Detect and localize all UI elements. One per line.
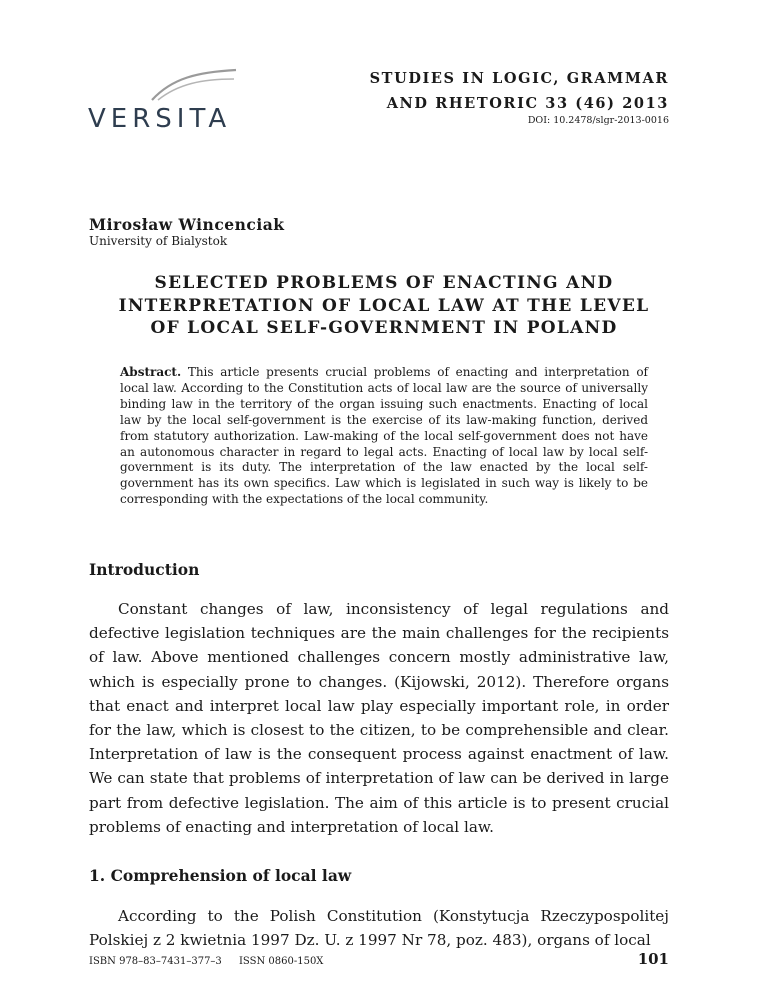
paper-title [60, 272, 708, 340]
introduction-paragraph: Constant changes of law, inconsistency of legal regulations and defective legislation techniques are the main challenges for the recipients of law. Above mentioned challenges concern mostly administrative law, which is especially prone to changes. (Kijowski, 2012). Therefore organs that enact and interpret local law play especially important role, in order for the law, which is closest to the citizen, to be comprehensible and clear. Interpretation of law is the consequent process against enactment of law. We can state that problems of interpretation of law can be derived in large part from defective legislation. The aim of this article is to present crucial problems of enacting and interpretation of local law. [89, 600, 669, 836]
abstract-text: This article presents crucial problems of enacting and interpretation of local law. According to the Constitution acts of local law are the source of universally binding law in the territory of the organ issuing such enactments. Enacting of local law by the local self-government is the exercise of its law-making function, derived from statutory authorization. Law-making of the local self-government does not have an autonomous character in regard to legal acts. Enacting of local law by local self-government is its duty. The interpretation of the law enacted by the local self-government has its own specifics. Law which is legislated in such way is likely to be corresponding with the expectations of the local community. [120, 365, 648, 507]
author-affiliation: University of Bialystok [89, 234, 228, 248]
section-heading-introduction: Introduction [89, 560, 200, 579]
journal-line-2: AND RHETORIC 33 (46) 2013 [386, 95, 669, 112]
page-number: 101 [637, 950, 669, 968]
isbn: ISBN 978–83–7431–377–3 [89, 956, 222, 967]
swoosh-icon [150, 66, 240, 102]
doi: DOI: 10.2478/slgr-2013-0016 [527, 115, 669, 126]
abstract [120, 365, 648, 508]
journal-title [370, 66, 669, 116]
issn: ISSN 0860-150X [238, 956, 324, 967]
journal-line-1: STUDIES IN LOGIC, GRAMMAR [369, 70, 669, 87]
author-name: Mirosław Wincenciak [89, 215, 285, 234]
versita-logo [88, 66, 238, 134]
section-1-paragraph: According to the Polish Constitution (Konstytucja Rzeczypospolitej Polskiej z 2 kwietnia 1997 Dz. U. z 1997 Nr 78, poz. 483), organs of local [89, 907, 669, 950]
footer [89, 956, 337, 967]
section-heading-1: 1. Comprehension of local law [89, 866, 352, 885]
title-line-2: INTERPRETATION OF LOCAL LAW AT THE LEVEL [118, 295, 650, 316]
title-line-1: SELECTED PROBLEMS OF ENACTING AND [154, 273, 614, 293]
title-line-3: OF LOCAL SELF-GOVERNMENT IN POLAND [150, 318, 618, 338]
logo-text: VERSITA [88, 104, 232, 134]
abstract-label: Abstract. [120, 365, 182, 379]
